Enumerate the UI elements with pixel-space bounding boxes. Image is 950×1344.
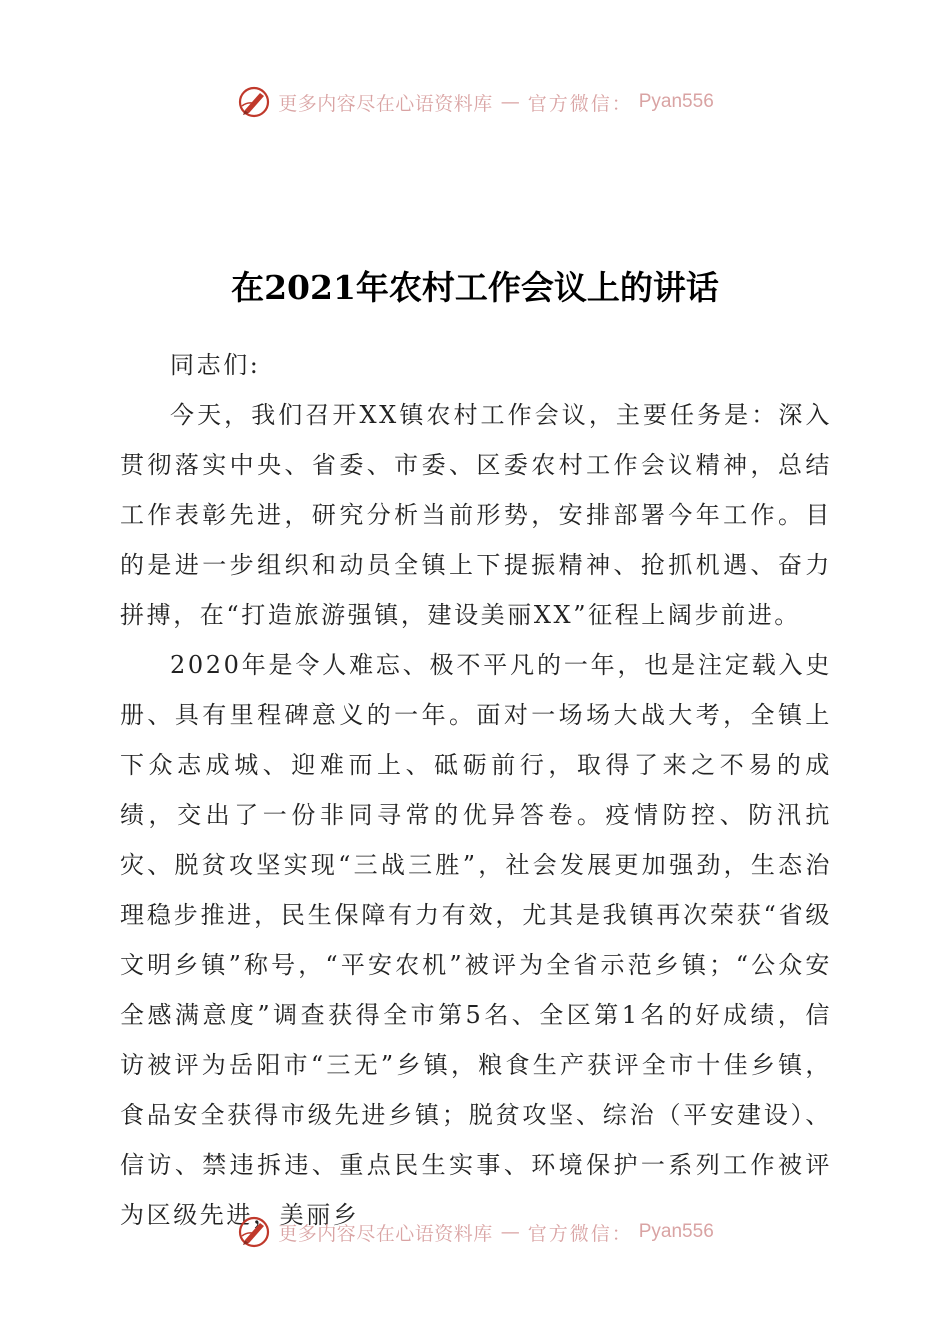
- header-banner: [0, 82, 950, 122]
- banner-wechat-label: 官方微信：: [527, 1222, 633, 1245]
- pen-logo-icon: [236, 1214, 272, 1250]
- banner-wechat-label: 官方微信：: [527, 92, 633, 115]
- banner-tagline: 更多内容尽在心语资料库: [278, 92, 493, 115]
- pen-logo-icon: [236, 84, 272, 120]
- banner-separator: —: [500, 91, 520, 113]
- footer-banner: [0, 1212, 950, 1252]
- salutation: 同志们:: [170, 351, 261, 379]
- paragraph-2: 2020年是令人难忘、极不平凡的一年，也是注定载入史册、具有里程碑意义的一年。面对一场场大战大考，全镇上下众志成城、迎难而上、砥砺前行，取得了来之不易的成绩，交出了一份非同寻常的优异答卷。疫情防控、防汛抗灾、脱贫攻坚实现“三战三胜”，社会发展更加强劲，生态治理稳步推进，民生保障有力有效，尤其是我镇再次荣获“省级文明乡镇”称号，“平安农机”被评为全省示范乡镇；“公众安全感满意度”调查获得全市第5名、全区第1名的好成绩，信访被评为岳阳市“三无”乡镇，粮食生产获评全市十佳乡镇，食品安全获得市级先进乡镇；脱贫攻坚、综治（平安建设）、信访、禁违拆违、重点民生实事、环境保护一系列工作被评为区级先进，美丽乡: [120, 651, 832, 1229]
- banner-wechat-id: Pyan556: [638, 1221, 714, 1242]
- document-body: [120, 340, 832, 1240]
- banner-tagline: 更多内容尽在心语资料库: [278, 1222, 493, 1245]
- paragraph-1: 今天，我们召开XX镇农村工作会议，主要任务是：深入贯彻落实中央、省委、市委、区委农村工作会议精神，总结工作表彰先进，研究分析当前形势，安排部署今年工作。目的是进一步组织和动员全镇上下提振精神、抢抓机遇、奋力拼搏，在“打造旅游强镇，建设美丽XX”征程上阔步前进。: [120, 401, 832, 629]
- banner-wechat-id: Pyan556: [638, 91, 714, 112]
- banner-separator: —: [500, 1221, 520, 1243]
- document-title: 在2021年农村工作会议上的讲话: [231, 268, 719, 307]
